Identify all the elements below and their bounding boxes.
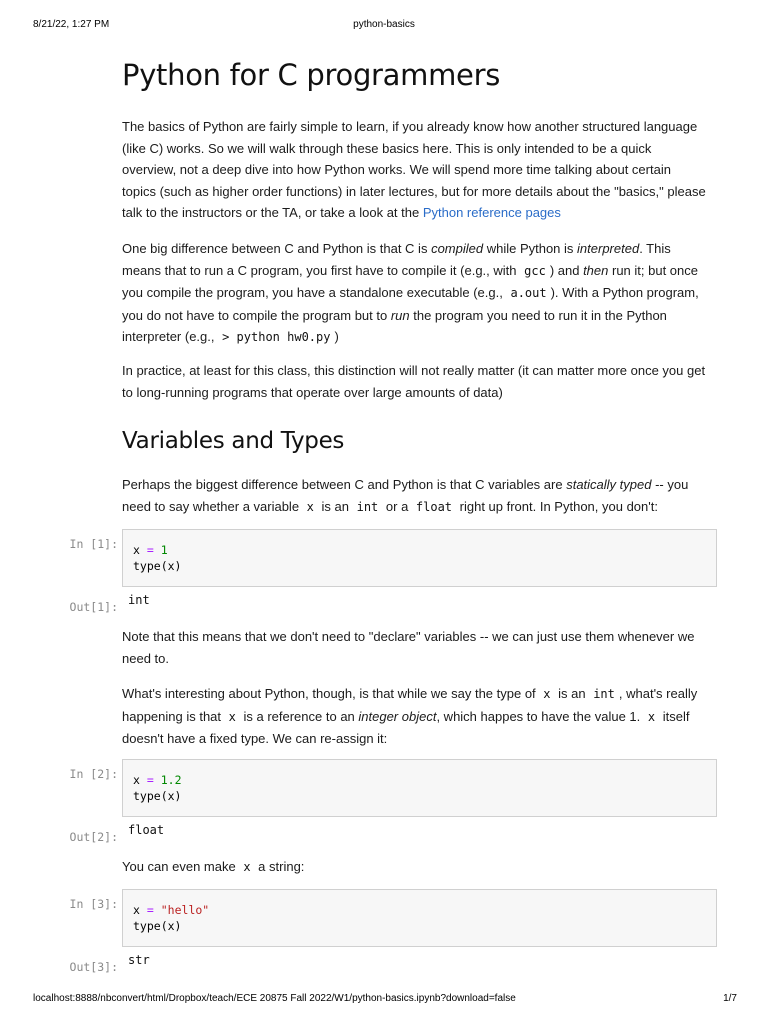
text: -- you need to say whether a variable [122,477,689,514]
code-token: 1.2 [160,773,182,787]
python-reference-link[interactable]: Python reference pages [422,205,561,220]
code-command: > python hw0.py [222,330,331,344]
input-prompt: In [3]: [69,897,118,911]
text: ). With a Python program, you do not have to compile the program but to [122,285,699,323]
text: right up front. In Python, you don't: [456,498,658,514]
section-heading: Variables and Types [122,428,345,454]
text: ) and [549,262,584,278]
text: while Python is [483,241,578,256]
text: itself doesn't have a fixed type. We can re-assign it: [122,708,690,746]
print-page-number: 1/7 [723,993,737,1004]
code-line [133,919,706,935]
code-token: = [146,543,154,557]
code-cell[interactable] [122,529,717,587]
code-cell[interactable] [122,759,717,817]
page-title: Python for C programmers [122,58,501,92]
code-token: = [146,773,154,787]
emphasis-integer-object: integer object [358,708,437,724]
code-token: (x) [160,558,182,573]
cell-output: float [128,823,165,837]
text: the program you need to run it in the Python interpreter (e.g., [122,307,667,344]
code-x: x [543,687,551,701]
text: Perhaps the biggest difference between C and Python is that C variables are [122,477,567,492]
code-line [133,773,706,789]
text: run it; but once you compile the program, you have a standalone executable (e.g., [122,262,698,300]
emphasis-then: then [583,262,609,278]
text: What's interesting about Python, though, is that while we say the type of [122,686,540,701]
input-prompt: In [1]: [69,537,118,551]
cell-output: int [128,593,150,607]
code-line [133,903,706,919]
text: a string: [254,859,305,874]
output-prompt: Out[2]: [69,830,118,844]
code-int: int [593,687,615,701]
emphasis-interpreted: interpreted [577,241,640,256]
code-token: "hello" [160,903,210,917]
print-datetime: 8/21/22, 1:27 PM [33,19,110,30]
code-token: (x) [160,788,182,803]
text: is an [317,498,353,514]
code-x: x [243,860,251,874]
code-token: type [133,788,161,803]
text: . This means that to run a C program, you first have to compile it (e.g., with [122,241,671,278]
code-line [133,789,706,805]
output-prompt: Out[3]: [69,960,118,974]
text: , what's really happening is that [122,686,698,724]
code-token: x [133,903,140,917]
code-token: (x) [160,918,182,933]
emphasis-compiled: compiled [431,241,484,256]
section-paragraph-4 [122,856,707,879]
text: is a reference to an [239,708,359,724]
section-paragraph-3 [122,683,707,750]
code-float: float [415,499,453,514]
code-gcc: gcc [524,263,546,278]
print-footer [0,993,768,1007]
cell-output: str [128,953,150,967]
code-token: type [133,918,161,933]
print-url: localhost:8888/nbconvert/html/Dropbox/teach/ECE 20875 Fall 2022/W1/python-basics.ipynb?download=false [33,993,516,1004]
output-prompt: Out[1]: [69,600,118,614]
code-token: 1 [160,543,168,557]
code-x: x [228,709,236,724]
section-paragraph-2 [122,626,707,669]
intro-paragraph-2 [122,238,707,349]
intro-paragraph-3 [122,360,707,403]
intro-text: The basics of Python are fairly simple to learn, if you already know how another structured language (like C) works. So we will walk through these basics here. This is only intended to be a quick overview, not a deep dive into how Python works. We will spend more time talking about certain topics (such as higher order functions) in later lectures, but for more details about the "basics," please talk to the instructors or the TA, or take a look at the [122,119,706,220]
text: Note that this means that we don't need to "declare" variables -- we can just use them whenever we need to. [122,629,695,666]
code-token: type [133,558,161,573]
text: is an [554,686,590,701]
code-x: x [306,499,314,514]
code-int: int [356,499,379,514]
text: or a [382,498,412,514]
code-aout: a.out [510,286,547,300]
text: , which happes to have the value 1. [436,708,644,724]
section-paragraph-1 [122,474,707,518]
code-line [133,559,706,575]
code-token: x [133,543,140,557]
code-cell[interactable] [122,889,717,947]
print-header [0,19,768,33]
print-page-title: python-basics [353,19,415,30]
code-token: x [133,773,140,787]
text: One big difference between C and Python is that C is [122,241,432,256]
text: You can even make [122,859,240,874]
code-x: x [647,709,656,724]
input-prompt: In [2]: [69,767,118,781]
intro-paragraph-1 [122,116,707,224]
emphasis-statically-typed: statically typed [566,477,652,492]
text: ) [334,329,339,344]
code-token: = [146,903,154,917]
code-line [133,543,706,559]
text: In practice, at least for this class, this distinction will not really matter (it can matter more once you get to long-running programs that operate over large amounts of data) [122,363,706,400]
emphasis-run: run [390,307,410,323]
